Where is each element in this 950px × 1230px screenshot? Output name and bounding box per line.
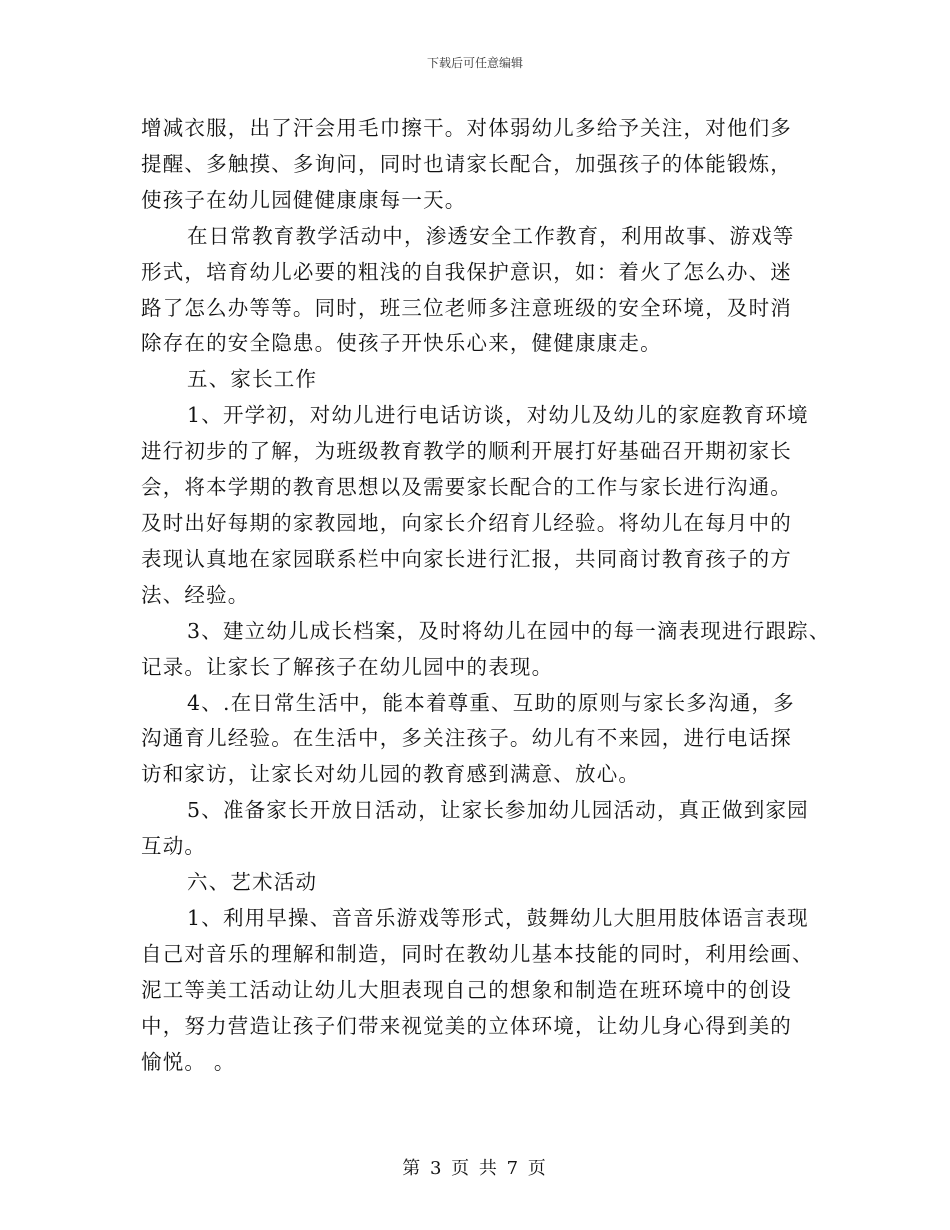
page-header-note: 下载后可任意编辑 <box>426 56 523 70</box>
body-line: 形式，培育幼儿必要的粗浅的自我保护意识，如：着火了怎么办、迷 <box>141 259 792 284</box>
body-line: 中，努力营造让孩子们带来视觉美的立体环境，让幼儿身心得到美的 <box>141 1013 792 1038</box>
body-line: 5、准备家长开放日活动，让家长参加幼儿园活动，真正做到家园 <box>187 798 809 823</box>
body-line: 及时出好每期的家教园地，向家长介绍育儿经验。将幼儿在每月中的 <box>141 510 792 535</box>
section-heading: 六、艺术活动 <box>187 870 318 895</box>
body-line: 在日常教育教学活动中，渗透安全工作教育，利用故事、游戏等 <box>187 223 795 248</box>
body-line: 提醒、多触摸、多询问，同时也请家长配合，加强孩子的体能锻炼， <box>141 151 792 176</box>
section-heading: 五、家长工作 <box>187 367 318 392</box>
body-line: 路了怎么办等等。同时，班三位老师多注意班级的安全环境，及时消 <box>141 295 792 320</box>
body-line: 表现认真地在家园联系栏中向家长进行汇报，共同商讨教育孩子的方 <box>141 546 792 571</box>
body-line: 进行初步的了解，为班级教育教学的顺利开展打好基础召开期初家长 <box>141 439 792 464</box>
body-line: 会，将本学期的教育思想以及需要家长配合的工作与家长进行沟通。 <box>141 475 792 500</box>
body-line: 1、利用早操、音音乐游戏等形式，鼓舞幼儿大胆用肢体语言表现 <box>187 905 809 930</box>
body-line: 沟通育儿经验。在生活中，多关注孩子。幼儿有不来园，进行电话探 <box>141 726 792 751</box>
body-line: 泥工等美工活动让幼儿大胆表现自己的想象和制造在班环境中的创设 <box>141 977 792 1002</box>
body-line: 3、建立幼儿成长档案，及时将幼儿在园中的每一滴表现进行跟踪、 <box>187 618 831 643</box>
body-line: 访和家访，让家长对幼儿园的教育感到满意、放心。 <box>141 762 641 787</box>
body-line: 互动。 <box>141 834 207 859</box>
body-line: 增减衣服，出了汗会用毛巾擦干。对体弱幼儿多给予关注，对他们多 <box>141 116 792 140</box>
body-line: 4、.在日常生活中，能本着尊重、互助的原则与家长多沟通，多 <box>187 690 795 715</box>
body-line: 除存在的安全隐患。使孩子开快乐心来，健健康康走。 <box>141 331 662 356</box>
page-number: 第 3 页 共 7 页 <box>402 1158 548 1179</box>
body-line: 使孩子在幼儿园健健康康每一天。 <box>141 187 467 212</box>
body-line: 1、开学初，对幼儿进行电话访谈，对幼儿及幼儿的家庭教育环境 <box>187 403 809 428</box>
body-line: 愉悦。 。 <box>141 1049 236 1074</box>
body-line: 记录。让家长了解孩子在幼儿园中的表现。 <box>141 654 554 679</box>
body-line: 自己对音乐的理解和制造，同时在教幼儿基本技能的同时，利用绘画、 <box>141 941 814 966</box>
document-body <box>141 111 831 1080</box>
body-line: 法、经验。 <box>141 582 250 607</box>
